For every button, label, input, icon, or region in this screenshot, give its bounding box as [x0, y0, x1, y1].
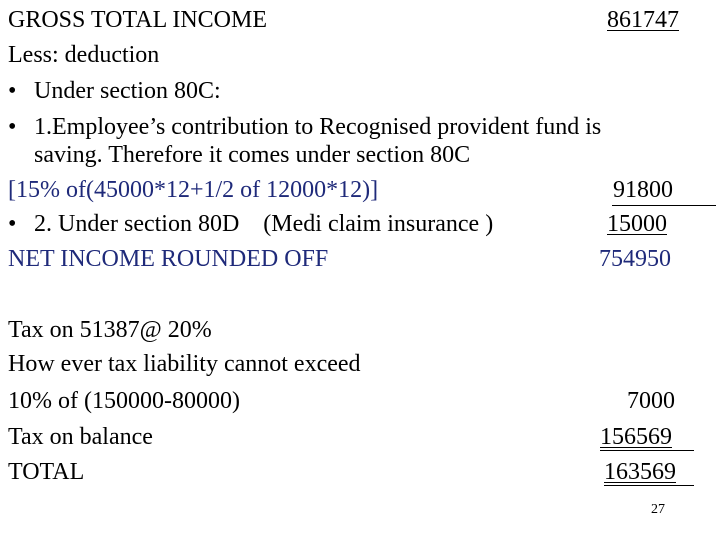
- bullet-marker: •: [8, 211, 17, 237]
- gross-total-value: 861747: [607, 7, 679, 33]
- total-label: TOTAL: [8, 459, 85, 485]
- tax-balance-label: Tax on balance: [8, 424, 153, 450]
- calc-underline-rule: [612, 205, 716, 206]
- calc-formula: [15% of(45000*12+1/2 of 12000*12)]: [8, 177, 379, 203]
- section-80d-value: 15000: [607, 211, 667, 237]
- bullet-section-80c: Under section 80C:: [34, 78, 221, 104]
- calc-value: 91800: [613, 177, 673, 203]
- net-income-label: NET INCOME ROUNDED OFF: [8, 246, 329, 272]
- bullet-marker: •: [8, 78, 17, 104]
- bullet-employee-contribution-line1: 1.Employee’s contribution to Recognised provident fund is: [34, 114, 602, 140]
- tax-balance-value: 156569: [600, 424, 672, 450]
- less-deduction-label: Less: deduction: [8, 42, 160, 68]
- total-value: 163569: [604, 459, 676, 485]
- bullet-employee-contribution-line2: saving. Therefore it comes under section 80C: [34, 142, 471, 168]
- net-income-value: 754950: [599, 246, 671, 272]
- total-underline-rule: [604, 485, 694, 486]
- bullet-marker: •: [8, 114, 17, 140]
- ten-percent-text: 10% of (150000-80000): [8, 388, 240, 414]
- tax-balance-underline-rule: [600, 450, 694, 451]
- tax-on-text: Tax on 51387@ 20%: [8, 317, 212, 343]
- ten-percent-value: 7000: [627, 388, 675, 414]
- gross-total-label: GROSS TOTAL INCOME: [8, 7, 267, 33]
- page-number: 27: [651, 502, 665, 517]
- however-text: How ever tax liability cannot exceed: [8, 351, 361, 377]
- bullet-section-80d: 2. Under section 80D (Medi claim insurance ): [34, 211, 494, 237]
